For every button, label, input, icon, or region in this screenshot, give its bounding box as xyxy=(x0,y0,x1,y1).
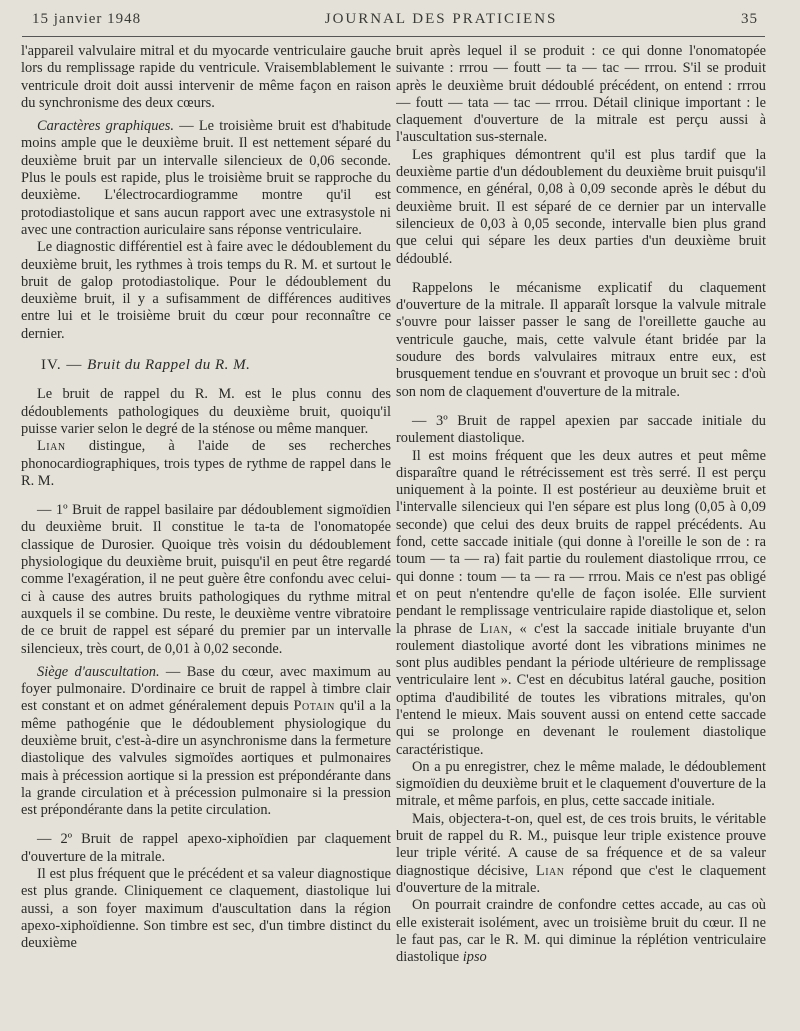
running-header xyxy=(32,11,758,33)
paragraph: Il est moins fréquent que les deux autres et peut même disparaître quand le rétrécissement est très serré. Il est perçu uniquement à la pointe. Il est postérieur au deuxième bruit et l'intervalle silencieux qui l'en sépare est plus long (0,05 à 0,09 seconde) que celui des deux bruits de rappel précédents. Au fond, cette saccade initiale (qui donne à l'oreille le son de : ra toum — ta — ra) fait partie du roulement diastolique rrrou, ce qui donne : toum — ta — ra — rrrou. Mais ce n'est pas obligé et on peut n'entendre qu'elle de façon isolée. Elle survient pendant le remplissage ventriculaire rapide diastolique et, selon la phrase de Lian, « c'est la saccade initiale bruyante d'un roulement diastolique avorté dont les vibrations minimes ne sont plus audibles pendant la période ultérieure de remplissage ventriculaire lent ». C'est en décubitus latéral gauche, position optima d'audibilité de toutes les vibrations mitrales, qu'on l'entend le mieux. Mais souvent aussi on entend cette saccade qui se prolonge en devenant le roulement diastolique caractéristique. xyxy=(396,447,766,758)
header-date: 15 janvier 1948 xyxy=(32,11,142,27)
paragraph: l'appareil valvulaire mitral et du myocarde ventriculaire gauche lors du remplissage rapide du ventricule. Vraisemblablement le ventricule droit doit aussi intervenir de même façon en raison du synchronisme des deux cœurs. xyxy=(21,43,391,111)
paragraph: Le bruit de rappel du R. M. est le plus connu des dédoublements pathologiques du deuxième bruit, quoiqu'il puisse varier selon le degré de la sténose ou même manquer. xyxy=(21,386,391,437)
paragraph: On a pu enregistrer, chez le même malade, le dédoublement sigmoïdien du deuxième bruit et le claquement d'ouverture de la mitrale, et même parfois, en plus, cette saccade initiale. xyxy=(396,758,766,810)
paragraph: Les graphiques démontrent qu'il est plus tardif que la deuxième partie d'un dédoublement du deuxième bruit puisqu'il commence, en général, 0,08 à 0,09 seconde après le début du deuxième bruit. Il est séparé de ce dernier par un intervalle silencieux de 0,03 à 0,05 seconde, intervalle bien plus grand que celui qui sépare les deux parties d'un deuxième bruit dédoublé. xyxy=(396,146,766,267)
paragraph: On pourrait craindre de confondre cettes accade, au cas où elle existerait isolément, avec un troisième bruit du cœur. Il ne le faut pas, car le R. M. qui diminue la réplétion ventriculaire diastolique ipso xyxy=(396,897,766,966)
paragraph: — 3º Bruit de rappel apexien par saccade initiale du roulement diastolique. xyxy=(396,412,766,447)
author-name: Lian xyxy=(535,862,565,879)
section-heading xyxy=(21,357,391,374)
section-title: Bruit du Rappel du R. M. xyxy=(87,357,251,374)
paragraph: Lian distingue, à l'aide de ses recherches phonocardiographiques, trois types de rythme de rappel dans le R. M. xyxy=(21,438,391,489)
author-name: Potain xyxy=(293,698,335,715)
author-name: Lian xyxy=(37,438,66,455)
right-column xyxy=(396,43,766,1025)
paragraph: Siège d'auscultation. — Base du cœur, avec maximum au foyer pulmonaire. D'ordinaire ce bruit de rappel à timbre clair est constant et on admet généralement depuis Potain qu'il a la même pathogénie que le dédoublement physiologique du deuxième bruit, c'est-à-dire un asynchronisme dans la fermeture diastolique des valvules sigmoïdes aortiques et pulmonaires mais à précession aortique si la pression est prépondérante dans la grande circulation et à précession pulmonaire si la pression est prépondérante dans la petite circulation. xyxy=(21,663,391,819)
paragraph: Caractères graphiques. — Le troisième bruit est d'habitude moins ample que le deuxième bruit. Il est nettement séparé du deuxième bruit par un intervalle silencieux de 0,06 seconde. Plus le pouls est rapide, plus le troisième bruit se rapproche du deuxième. L'électrocardiogramme montre qu'il est protodiastolique et sans aucun rapport avec une extrasystole ni avec une contraction auriculaire sans réponse ventriculaire. xyxy=(21,118,391,238)
section-number: IV. — xyxy=(41,357,88,374)
paragraph-label: Siège d'auscultation. xyxy=(37,663,160,680)
header-rule xyxy=(22,36,765,37)
left-column xyxy=(21,43,391,1025)
paragraph: Mais, objectera-t-on, quel est, de ces trois bruits, le véritable bruit de rappel du R. M., puisque leur triple existence prouve leur triple vérité. A cause de sa fréquence et de sa valeur diagnostique décisive, Lian répond que c'est le claquement d'ouverture de la mitrale. xyxy=(396,810,766,896)
paragraph: Rappelons le mécanisme explicatif du claquement d'ouverture de la mitrale. Il apparaît lorsque la valvule mitrale s'ouvre pour laisser passer le sang de l'oreillette gauche au ventricule gauche, mais, cette valvule étant bridée par la soudure des bords valvulaires mitraux entre eux, est brusquement tendue en s'ouvrant et provoque un bruit sec : d'où son nom de claquement d'ouverture de la mitrale. xyxy=(396,279,766,400)
paragraph: Il est plus fréquent que le précédent et sa valeur diagnostique est plus grande. Cliniquement ce claquement, diastolique lui aussi, a son foyer maximum d'auscultation dans la région apexo-xiphoïdienne. Son timbre est sec, d'un timbre distinct du deuxième xyxy=(21,866,391,952)
paragraph-label: Caractères graphiques. xyxy=(37,118,174,135)
author-name: Lian xyxy=(479,620,509,637)
paragraph: — 2º Bruit de rappel apexo-xiphoïdien par claquement d'ouverture de la mitrale. xyxy=(21,831,391,865)
header-page-number: 35 xyxy=(740,11,758,27)
paragraph: — 1º Bruit de rappel basilaire par dédoublement sigmoïdien du deuxième bruit. Il constitue le ta-ta de l'onomatopée classique de Durosier. Quoique très voisin du dédoublement physiologique du deuxième bruit, puisqu'il en peut être regardé comme l'exagération, il ne peut guère être confondu avec celui-ci à cause des autres bruits pathologiques du rythme mitral auxquels il se combine. Du reste, le deuxième ventre vibratoire de ce bruit de rappel est séparé du premier par un intervalle silencieux, très court, de 0,01 à 0,02 seconde. xyxy=(21,502,391,657)
header-journal-title: JOURNAL DES PRATICIENS xyxy=(324,11,558,27)
paragraph: bruit après lequel il se produit : ce qui donne l'onomatopée suivante : rrrou — foutt — ta — tac — rrrou. S'il se produit après le deuxième bruit dédoublé précédent, on entend : rrrou — foutt — tata — tac — rrrou. Détail clinique important : le claquement d'ouverture de la mitrale est perçu aussi à l'auscultation sus-sternale. xyxy=(396,43,766,146)
paragraph: Le diagnostic différentiel est à faire avec le dédoublement du deuxième bruit, les rythmes à trois temps du R. M. et surtout le bruit de galop protodiastolique. Pour le dédoublement du deuxième bruit, il y a sufisamment de différences auditives entre lui et le troisième bruit du cœur pour reconnaître ce dernier. xyxy=(21,239,391,342)
